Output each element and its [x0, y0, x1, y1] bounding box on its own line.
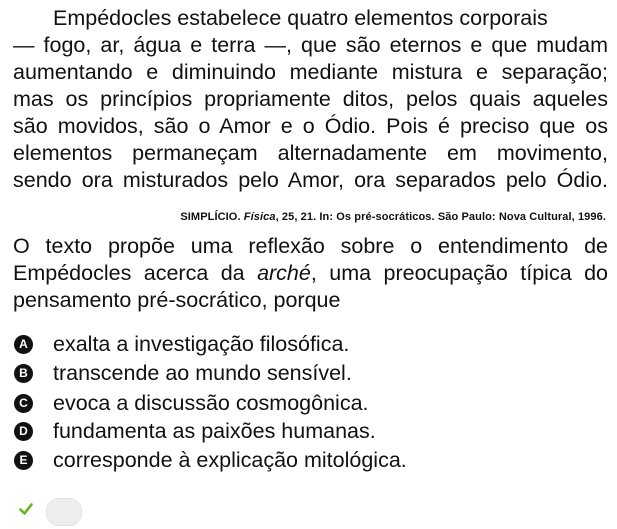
option-letter: B: [14, 364, 33, 383]
citation-author: SIMPLÍCIO.: [180, 211, 241, 223]
option-text: transcende ao mundo sensível.: [53, 361, 352, 385]
citation-ref: , 25, 21. In:: [275, 211, 334, 223]
option-letter: D: [14, 422, 33, 441]
excerpt-line-5: são movidos, são o Amor e o Ódio. Pois é preciso que os: [13, 114, 608, 138]
excerpt-line-6: elementos permaneçam alternadamente em movimento,: [13, 141, 608, 165]
question-term: arché: [257, 261, 311, 285]
excerpt-line-1: Empédocles estabelece quatro elementos corporais: [53, 6, 548, 30]
option-text: exalta a investigação filosófica.: [53, 332, 350, 356]
question-line-1: O texto propõe uma reflexão sobre o entendimento de: [13, 234, 608, 258]
excerpt-line-2: — fogo, ar, água e terra —, que são eternos e que mudam: [13, 33, 608, 57]
excerpt-line-3: aumentando e diminuindo mediante mistura e separação;: [13, 60, 608, 84]
option-text: fundamenta as paixões humanas.: [53, 419, 376, 443]
excerpt-line-7: sendo ora misturados pelo Amor, ora separados pelo Ódio.: [13, 168, 608, 192]
option-letter: E: [14, 451, 33, 470]
option-letter: A: [14, 335, 33, 354]
check-icon: [19, 502, 33, 516]
option-text: evoca a discussão cosmogônica.: [53, 391, 369, 415]
question-line-3: pensamento pré-socrático, porque: [13, 288, 341, 312]
option-letter: C: [14, 394, 33, 413]
question-line-2: Empédocles acerca da arché, uma preocupação típica do: [13, 261, 609, 285]
answer-toggle-button[interactable]: [46, 498, 82, 526]
option-text: corresponde à explicação mitológica.: [53, 448, 407, 472]
citation-work: Física: [243, 211, 276, 223]
excerpt-line-4: mas os princípios propriamente ditos, pelos quais aqueles: [13, 87, 608, 111]
citation-publisher: São Paulo: Nova Cultural, 1996.: [437, 211, 606, 223]
citation-book: Os pré-socráticos.: [336, 211, 435, 223]
citation: [180, 211, 606, 223]
